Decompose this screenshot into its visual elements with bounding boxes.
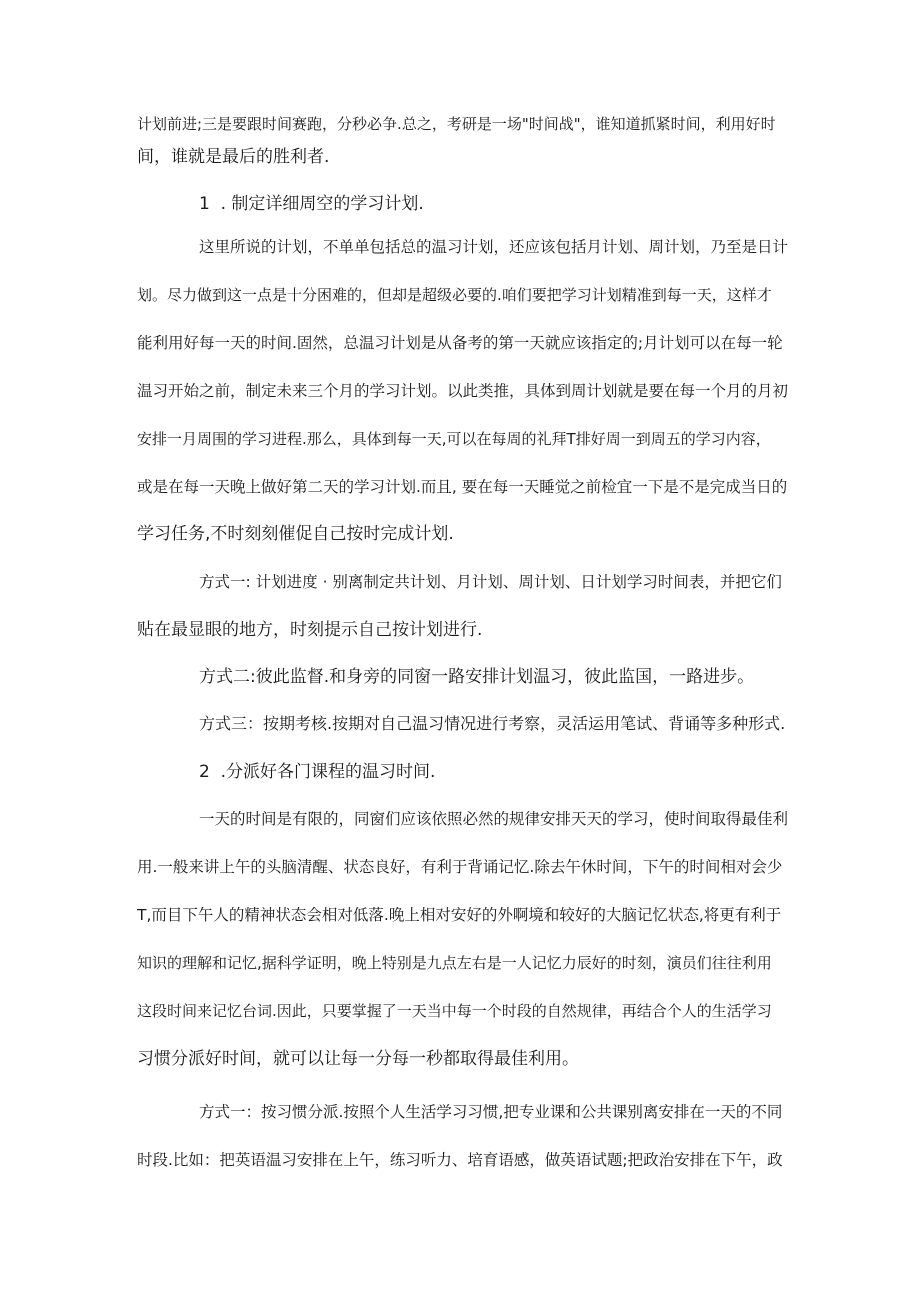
paragraph-line: 或是在每一天晚上做好第二天的学习计划.而且, 要在每一天睡觉之前检宜一下是不是完成当日的 — [137, 478, 788, 496]
paragraph-line: 能利用好每一天的时间.固然，总温习计划是从备考的第一天就应该指定的;月计划可以在每一轮 — [137, 334, 783, 352]
method-line: 方式一：按习惯分派.按照个人生活学习习惯,把专业课和公共课别离安排在一天的不同 — [199, 1103, 783, 1121]
section-heading: 2 .分派好各门课程的温习时间. — [199, 762, 436, 782]
paragraph-line: 一天的时间是有限的，同窗们应该依照必然的规律安排天天的学习，使时间取得最佳利 — [199, 810, 789, 828]
paragraph-line: 学习任务,不时刻刻催促自己按时完成计划. — [137, 524, 454, 544]
paragraph-line: 温习开始之前，制定未来三个月的学习计划。以此类推，具体到周计划就是要在每一个月的月初 — [137, 382, 789, 400]
paragraph-line: 划。尽力做到这一点是十分困难的，但却是超级必要的.咱们要把学习计划精准到每一天，这样才 — [137, 286, 772, 304]
paragraph-line: 知识的理解和记忆,据科学证明，晚上特别是九点左右是一人记忆力辰好的时刻，演员们往往利用 — [137, 954, 772, 972]
text-line: 计划前进;三是要跟时间赛跑，分秒必争.总之，考研是一场"时间战"，谁知道抓紧时间，利用好时 — [137, 115, 776, 133]
paragraph-line: 这段时间来记忆台词.因此，只要掌握了一天当中每一个时段的自然规律，再结合个人的生活学习 — [137, 1002, 772, 1020]
method-line: 贴在最显眼的地方，时刻提示自己按计划进行. — [137, 620, 483, 640]
text-line: 间，谁就是最后的胜利者. — [137, 147, 330, 167]
method-line: 时段.比如：把英语温习安排在上午，练习听力、培育语感，做英语试题;把政治安排在下午，政 — [137, 1151, 783, 1169]
paragraph-line: T,而目下午人的精神状态会相对低落.晚上相对安好的外啊境和较好的大脑记忆状态,将更有利于 — [137, 906, 782, 924]
paragraph-line: 这里所说的计划，不单单包括总的温习计划，还应该包括月计划、周计划，乃至是日计 — [199, 238, 789, 256]
method-line: 方式三：按期考核.按期对自己温习情况进行考察，灵活运用笔试、背诵等多种形式. — [199, 714, 786, 733]
method-line: 方式一: 计划进度 · 别离制定共计划、月计划、周计划、日计划学习时间表，并把它们 — [199, 573, 782, 591]
paragraph-line: 安排一月周围的学习进程.那么，具体到每一天,可以在每周的礼拜T排好周一到周五的学习内容， — [137, 430, 771, 448]
paragraph-line: 习惯分派好时间，就可以让每一分每一秒都取得最佳利用。 — [137, 1049, 579, 1069]
paragraph-line: 用.一般来讲上午的头脑清醒、状态良好，有利于背诵记忆.除去午休时间，下午的时间相对会少 — [137, 858, 783, 876]
section-heading: 1 . 制定详细周空的学习计划. — [199, 194, 424, 214]
method-line: 方式二:彼此监督.和身旁的同窗一路安排计划温习，彼此监国，一路进步。 — [199, 667, 755, 687]
